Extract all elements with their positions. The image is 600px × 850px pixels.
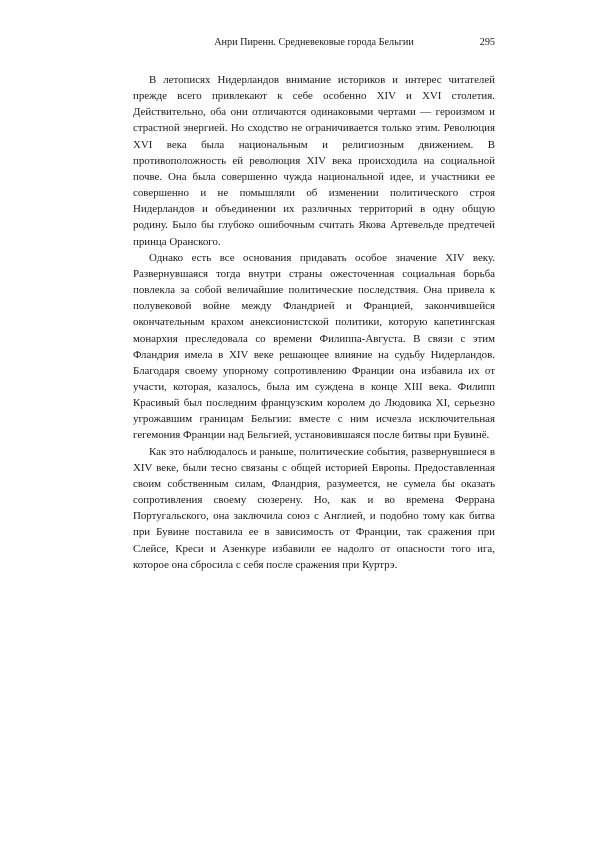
running-header bbox=[133, 36, 495, 50]
page-number: 295 bbox=[479, 37, 495, 48]
body-text bbox=[133, 72, 495, 573]
paragraph-2: Однако есть все основания придавать особое значение XIV веку. Развернувшаяся тогда внутри страны ожесточенная социальная борьба повлекла за собой величайшие политические последствия. Она привела к полувековой войне между Фландрией и Францией, закончившейся окончательным крахом анексионистской политики, которую капетингская монархия преследовала со времени Филиппа-Августа. В связи с этим Фландрия имела в XIV веке решающее влияние на судьбу Нидерландов. Благодаря своему упорному сопротивлению Франции она избавила их от участи, которая, казалось, была им суждена в конце XIII века. Филипп Красивый был последним французским королем до Людовика XI, серьезно угрожавшим границам Бельгии: вместе с ним исчезла исключительная гегемония Франции над Бельгией, установившаяся после битвы при Бувинё. bbox=[133, 251, 495, 442]
paragraph-3: Как это наблюдалось и раньше, политические события, развернувшиеся в XIV веке, были тесно связаны с общей историей Европы. Предоставленная своим собственным силам, Фландрия, разумеется, не сумела бы оказать сопротивления своему сюзерену. Но, как и во времена Феррана Португальского, она заключила союз с Англией, и подобно тому как битва при Бувине поставила ее в зависимость от Франции, так сражения при Слейсе, Креси и Азенкуре избавили ее надолго от опасности того ига, которое она сбросила с себя после сражения при Куртрэ. bbox=[133, 445, 495, 571]
running-title: Анри Пиренн. Средневековые города Бельгии bbox=[214, 37, 414, 48]
paragraph-1: В летописях Нидерландов внимание историков и интерес читателей прежде всего привлекают к себе особенно XIV и XVI столетия. Действительно, оба они отличаются одинаковыми чертами — героизмом и страстной энергией. Но сходство не ограничивается только этим. Революция XVI века была национальным и религиозным движением. В противоположность ей революция XIV века происходила на социальной почве. Она была совершенно чужда национальной идее, и участники ее совершенно и не помышляли об изменении политического строя Нидерландов и объединении их различных территорий в одну общую родину. Было бы глубоко ошибочным считать Якова Артевельде предтечей принца Оранского. bbox=[133, 74, 495, 248]
